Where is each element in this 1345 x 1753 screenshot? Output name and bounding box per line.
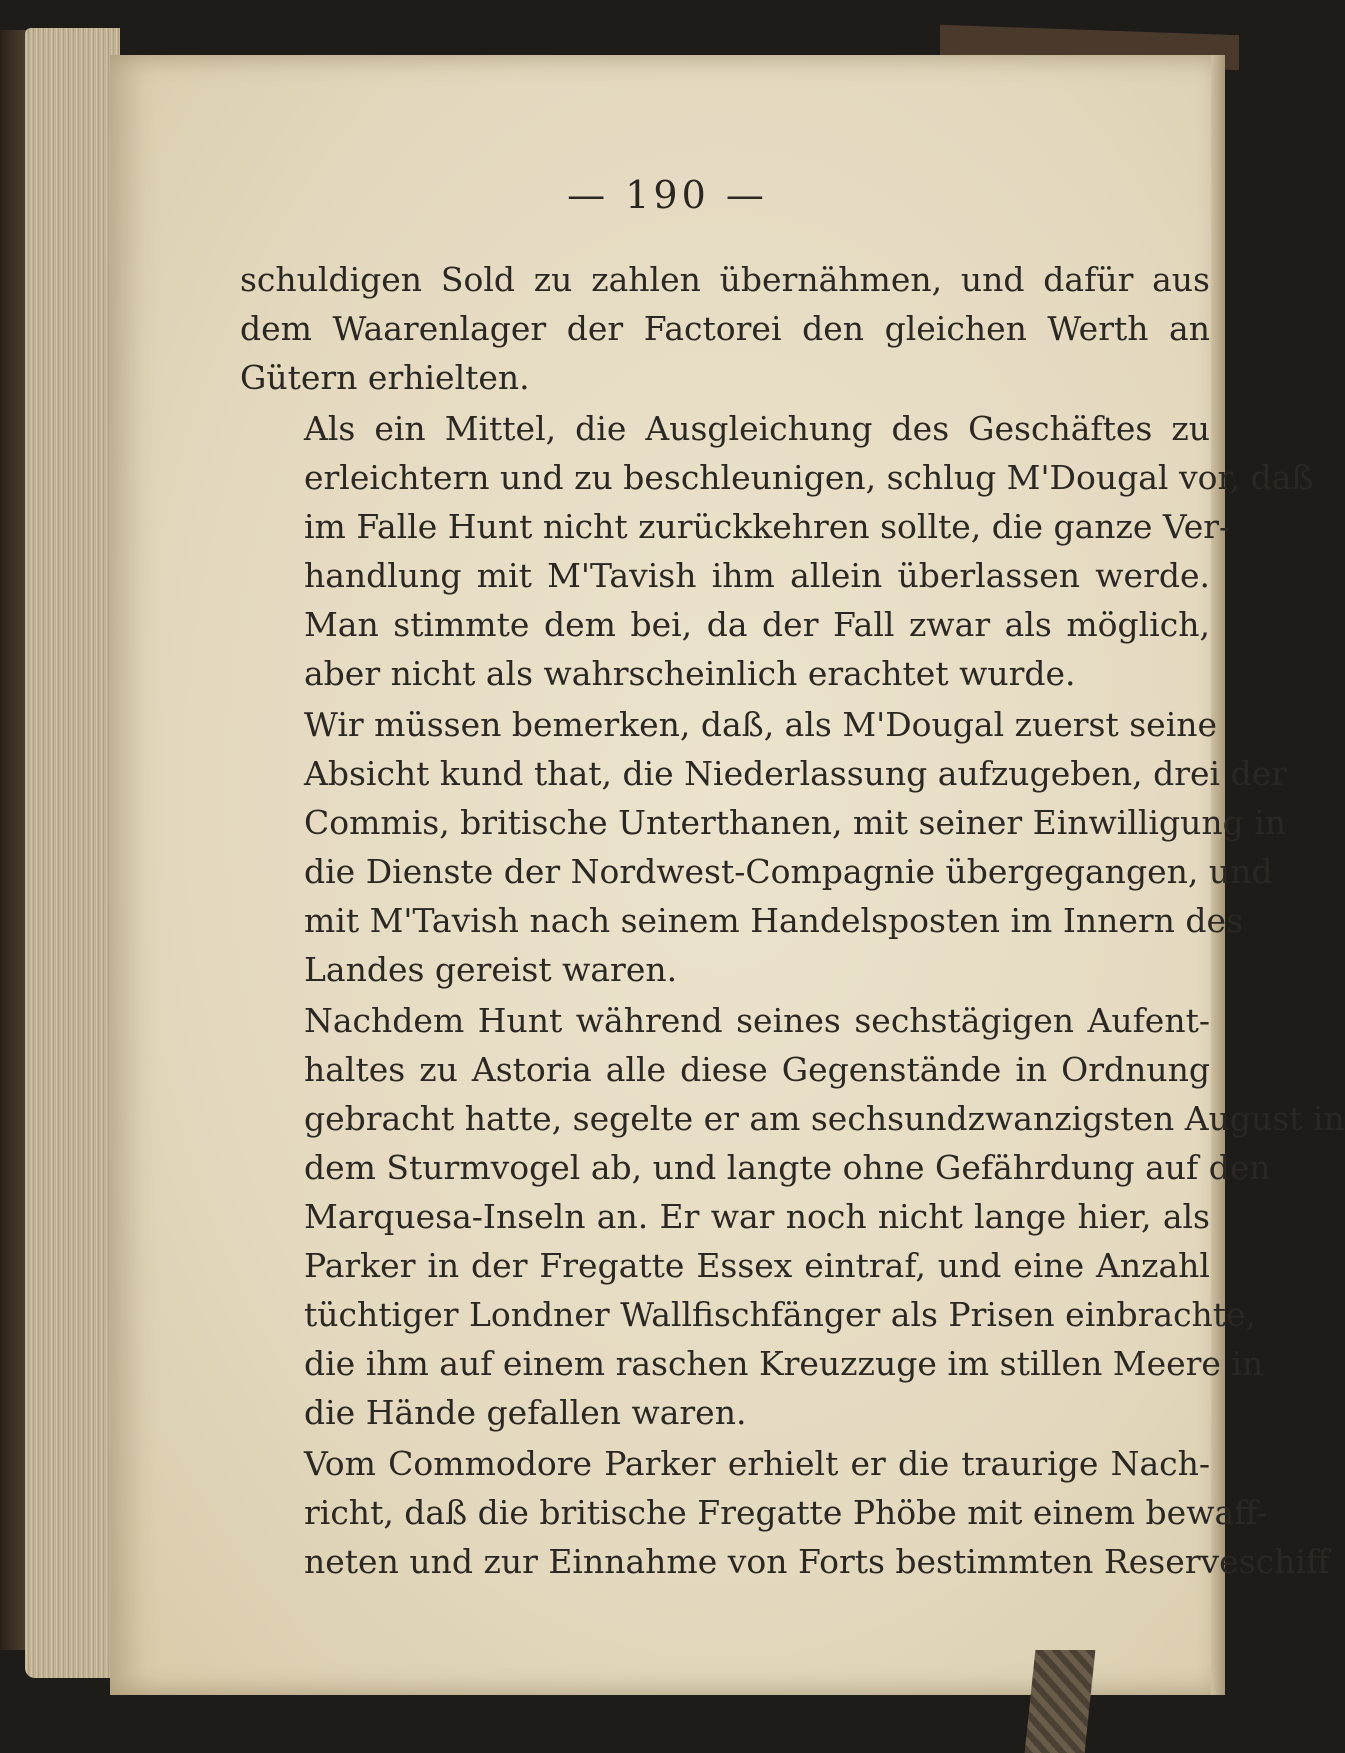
text-line: Nachdem Hunt während seines sechstägigen Aufent- (304, 1001, 1210, 1040)
text-line: Als ein Mittel, die Ausgleichung des Geschäftes zu (304, 409, 1210, 448)
text-line: Commis, britische Unterthanen, mit seiner Einwilligung in (304, 803, 1287, 842)
text-line: mit M'Tavish nach seinem Handelsposten im Innern des (304, 901, 1244, 940)
text-line: dem Sturmvogel ab, und langte ohne Gefährdung auf den (304, 1148, 1271, 1187)
text-line: Absicht kund that, die Niederlassung aufzugeben, drei der (304, 754, 1288, 793)
paragraph-2 (240, 404, 1314, 698)
text-line: gebracht hatte, segelte er am sechsundzwanzigsten August in (304, 1099, 1345, 1138)
text-line: Marquesa-Inseln an. Er war noch nicht lange hier, als (304, 1197, 1210, 1236)
page-number: — 190 — (567, 173, 768, 217)
book-page (110, 55, 1345, 1695)
text-line: erleichtern und zu beschleunigen, schlug M'Dougal vor, daß (304, 458, 1314, 497)
text-line: im Falle Hunt nicht zurückkehren sollte, die ganze Ver- (304, 507, 1231, 546)
text-line: haltes zu Astoria alle diese Gegenstände in Ordnung (304, 1050, 1210, 1089)
text-line: aber nicht als wahrscheinlich erachtet wurde. (304, 654, 1076, 693)
text-line: handlung mit M'Tavish ihm allein überlassen werde. (304, 556, 1210, 595)
text-line: tüchtiger Londner Wallfischfänger als Prisen einbrachte, (304, 1295, 1257, 1334)
text-line: neten und zur Einnahme von Forts bestimmten Reserveschiff (304, 1542, 1330, 1581)
text-line: Man stimmte dem bei, da der Fall zwar als möglich, (304, 605, 1210, 644)
text-line: richt, daß die britische Fregatte Phöbe mit einem bewaff- (304, 1493, 1268, 1532)
paragraph-1 (240, 255, 1210, 402)
text-line: Wir müssen bemerken, daß, als M'Dougal zuerst seine (304, 705, 1218, 744)
text-line: die Hände gefallen waren. (304, 1393, 747, 1432)
page-stack-edge (25, 28, 120, 1678)
text-line: die Dienste der Nordwest-Compagnie übergegangen, und (304, 852, 1273, 891)
text-line: Vom Commodore Parker erhielt er die traurige Nach- (304, 1444, 1210, 1483)
text-line: Landes gereist waren. (304, 950, 678, 989)
paragraph-4 (240, 996, 1345, 1437)
text-line: dem Waarenlager der Factorei den gleichen Werth an (240, 309, 1210, 348)
text-line: Gütern erhielten. (240, 358, 530, 397)
ribbon-bookmark (1025, 1650, 1096, 1753)
paragraph-3 (240, 700, 1288, 994)
text-line: schuldigen Sold zu zahlen übernähmen, und dafür aus (240, 260, 1210, 299)
text-line: Parker in der Fregatte Essex eintraf, und eine Anzahl (304, 1246, 1210, 1285)
paragraph-5 (240, 1439, 1330, 1586)
page-body (240, 255, 1345, 1588)
text-line: die ihm auf einem raschen Kreuzzuge im stillen Meere in (304, 1344, 1264, 1383)
